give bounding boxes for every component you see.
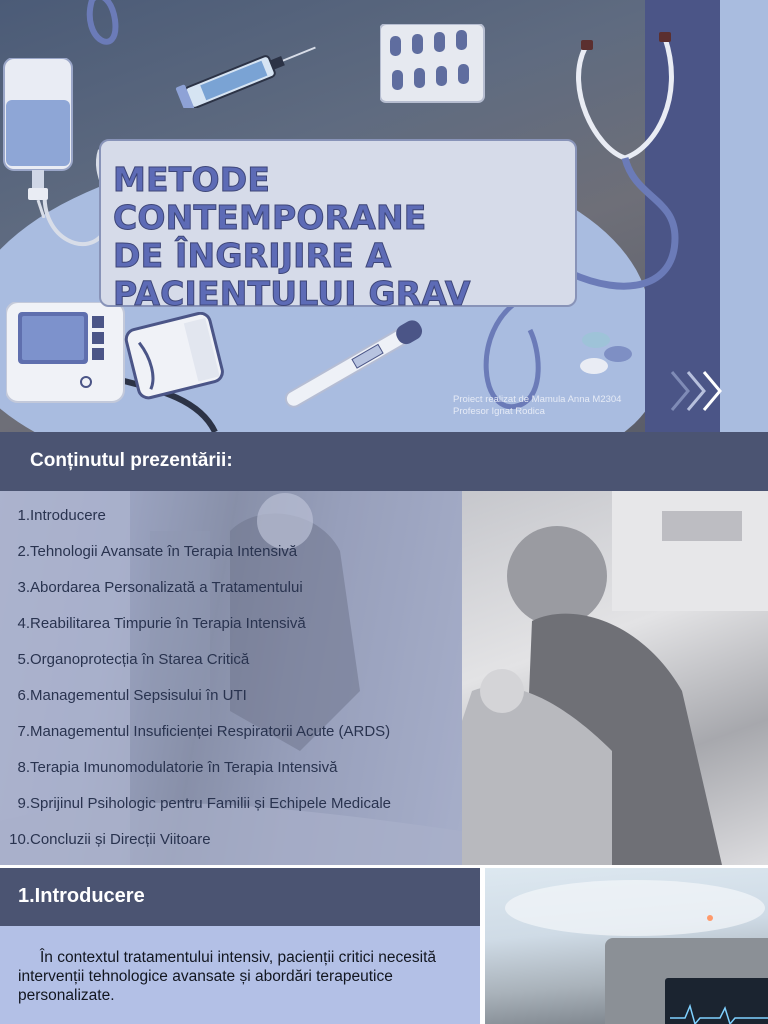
introduction-paragraph: În contextul tratamentului intensiv, pacienții critici necesită intervenții tehnologice avansate și abordări terapeutice personalizate. [18,949,437,1004]
item-label: Organoprotecția în Starea Critică [30,651,250,668]
item-number: 5. [17,651,30,668]
item-label: Tehnologii Avansate în Terapia Intensivă [30,543,298,560]
item-number: 7. [17,723,30,740]
pills-icon [576,330,636,380]
blood-pressure-monitor-icon [6,302,126,404]
item-label: Concluzii și Direcții Viitoare [30,831,211,848]
list-item[interactable] [0,579,303,599]
teacher-line: Profesor Ignat Rodica [453,406,545,417]
cuff-icon [122,312,232,404]
author-line: Proiect realizat de Mamula Anna M2304 [453,394,622,405]
list-item[interactable] [0,759,337,779]
contents-header [0,432,768,491]
author-credits [453,394,653,418]
thermometer-icon [275,310,440,410]
iv-bag-icon [0,58,78,218]
item-number: 2. [17,543,30,560]
item-label: Abordarea Personalizată a Tratamentului [30,579,303,596]
introduction-slide [0,865,768,1024]
pill-blister-icon [380,24,486,104]
item-number: 9. [17,795,30,812]
item-label: Managementul Insuficienței Respiratorii Acute (ARDS) [30,723,391,740]
introduction-title: 1.Introducere [18,885,145,907]
item-label: Introducere [30,507,106,524]
title-line: METODE CONTEMPORANE [113,160,427,237]
list-item[interactable] [0,615,306,635]
title-line: PACIENTULUI GRAV [113,274,471,313]
introduction-body [0,926,480,1024]
introduction-header [0,868,480,926]
list-item[interactable] [0,507,106,527]
patient-monitor-photo [485,868,768,1024]
chevrons-right-icon[interactable] [668,366,728,416]
item-number: 4. [17,615,30,632]
item-label: Sprijinul Psihologic pentru Familii și Echipele Medicale [30,795,391,812]
item-number: 8. [17,759,30,776]
item-label: Terapia Imunomodulatorie în Terapia Intensivă [30,759,338,776]
title-slide [0,0,768,432]
item-label: Managementul Sepsisului în UTI [30,687,247,704]
list-item[interactable] [0,795,391,815]
item-number: 1. [17,507,30,524]
list-item[interactable] [0,543,297,563]
syringe-icon [175,38,320,108]
title-line: DE ÎNGRIJIRE A [113,236,392,275]
contents-title: Conținutul prezentării: [30,450,233,471]
title-box [99,139,577,313]
icu-photo-doctor [462,491,768,865]
item-label: Reabilitarea Timpurie în Terapia Intensivă [30,615,306,632]
contents-slide [0,432,768,865]
list-item[interactable] [0,687,247,707]
item-number: 6. [17,687,30,704]
list-item[interactable] [0,831,211,851]
item-number: 10. [9,831,30,848]
item-number: 3. [17,579,30,596]
list-item[interactable] [0,723,390,743]
list-item[interactable] [0,651,249,671]
